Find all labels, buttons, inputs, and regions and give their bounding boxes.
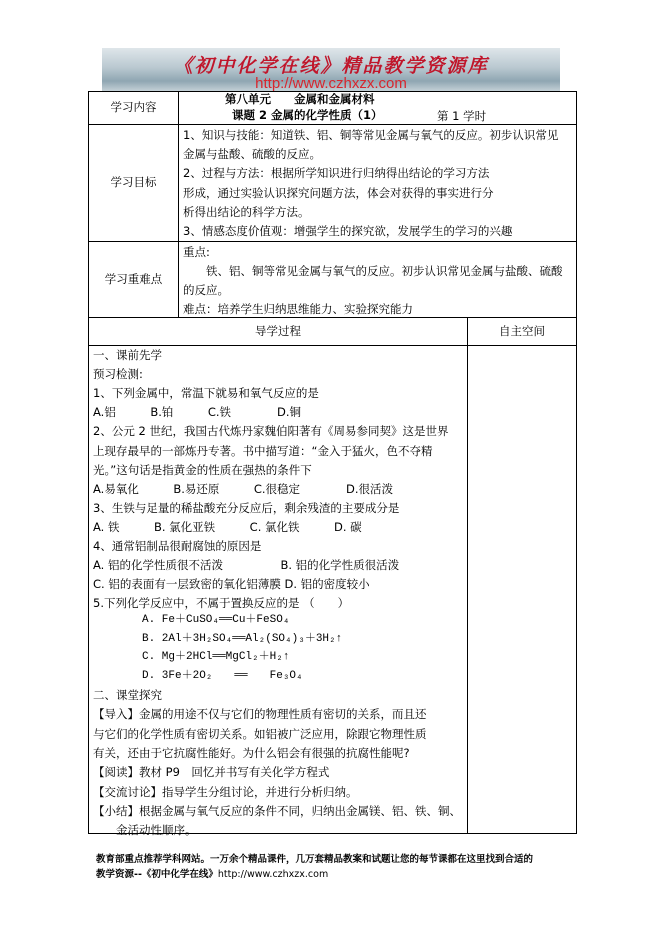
equation: B. 2Al＋3H₂SO₄══Al₂(SO₄)₃＋3H₂↑ [142, 632, 343, 645]
text-line: 2、过程与方法：根据所学知识进行归纳得出结论的学习方法 [183, 166, 490, 181]
text-line: 3、生铁与足量的稀盐酸充分反应后，剩余残渣的主要成分是 [93, 500, 400, 515]
text-line: 【导入】金属的用途不仅与它们的物理性质有密切的关系，而且还 [93, 707, 427, 722]
text-line: A.铝 B.铂 C.铁 D.铜 [93, 405, 302, 420]
equation: D. 3Fe＋2O₂ ══ Fe₃O₄ [142, 670, 303, 683]
text-line: 光。”这句话是指黄金的性质在强热的条件下 [93, 462, 312, 477]
text-line: 铁、铝、铜等常见金属与氧气的反应。初步认识常见金属与盐酸、硫酸 [183, 264, 563, 278]
text-line: 1、下列金属中，常温下就易和氧气反应的是 [93, 386, 319, 401]
text-line: 形成，通过实验认识探究问题方法，体会对获得的事实进行分 [183, 185, 494, 200]
side-header: 自主空间 [499, 324, 545, 338]
equation: A. Fe＋CuSO₄══Cu＋FeSO₄ [142, 614, 290, 626]
banner-title: 《初中化学在线》精品教学资源库 [173, 55, 489, 77]
text-line: 【小结】根据金属与氧气反应的条件不同，归纳出金属镁、铝、铁、铜、 [93, 803, 461, 818]
text-line: 【阅读】教材 P9 回忆并书写有关化学方程式 [93, 765, 330, 780]
text-line: 4、通常铝制品很耐腐蚀的原因是 [93, 539, 262, 553]
content-label: 学习内容 [110, 100, 157, 114]
text-line: 与它们的化学性质有密切关系。如铝被广泛应用，除跟它物理性质 [93, 726, 427, 741]
text-line: 有关，还由于它抗腐性能好。为什么铝会有很强的抗腐性能呢? [93, 745, 410, 760]
footer-line1: 教育部重点推荐学科网站。一万余个精品课件，几万套精品教案和试题让您的每节课都在这里找到合适的 [96, 854, 534, 865]
footer-line2: 教学资源--《初中化学在线》 [96, 869, 218, 880]
text-line: 的反应。 [183, 283, 229, 297]
footer [96, 852, 533, 882]
text-line: 重点: [183, 245, 210, 259]
text-line: 一、课前先学 [93, 348, 162, 362]
text-line: 【交流讨论】指导学生分组讨论，并进行分析归纳。 [93, 784, 358, 799]
text-line: 金活动性顺序。 [93, 823, 197, 838]
text-line: 二、课堂探究 [93, 688, 162, 702]
unit-title: 第八单元 金属和金属材料 [225, 92, 375, 106]
process-header: 导学过程 [255, 324, 301, 338]
text-line: A. 铝的化学性质很不活泼 B. 铝的化学性质很活泼 [93, 558, 400, 573]
text-line: 预习检测: [93, 367, 143, 382]
key-label: 学习重难点 [104, 272, 163, 286]
text-line: 3、情感态度价值观：增强学生的探究欲，发展学生的学习的兴趣 [183, 224, 513, 238]
text-line: A.易氧化 B.易还原 C.很稳定 D.很活泼 [93, 481, 394, 496]
side-space-cell[interactable] [467, 345, 577, 834]
text-line: 上现存最早的一部炼丹专著。书中描写道：“金入于猛火，色不夺精 [93, 443, 433, 458]
text-line: 析得出结论的科学方法。 [183, 204, 310, 219]
period: 第 1 学时 [437, 109, 487, 123]
topic-title: 课题 2 金属的化学性质（1） [232, 108, 383, 122]
text-line: 2、公元 2 世纪，我国古代炼丹家魏伯阳著有《周易参同契》这是世界 [93, 424, 449, 439]
equation: C. Mg＋2HCl══MgCl₂＋H₂↑ [142, 651, 290, 664]
text-line: 1、知识与技能：知道铁、铝、铜等常见金属与氧气的反应。初步认识常见 [183, 128, 559, 142]
text-line: 难点：培养学生归纳思维能力、实验探究能力 [183, 302, 413, 316]
text-line: A. 铁 B. 氯化亚铁 C. 氯化铁 D. 碳 [93, 519, 362, 534]
text-line: C. 铝的表面有一层致密的氧化铝薄膜 D. 铝的密度较小 [93, 577, 370, 592]
banner-url: http://www.czhxzx.com [255, 75, 407, 92]
goals-label: 学习目标 [110, 175, 157, 189]
text-line: 5.下列化学反应中，不属于置换反应的是 （ ） [93, 596, 350, 611]
banner-logo [102, 48, 560, 92]
text-line: 金属与盐酸、硫酸的反应。 [183, 147, 321, 162]
footer-url[interactable]: http://www.czhxzx.com [217, 869, 329, 880]
